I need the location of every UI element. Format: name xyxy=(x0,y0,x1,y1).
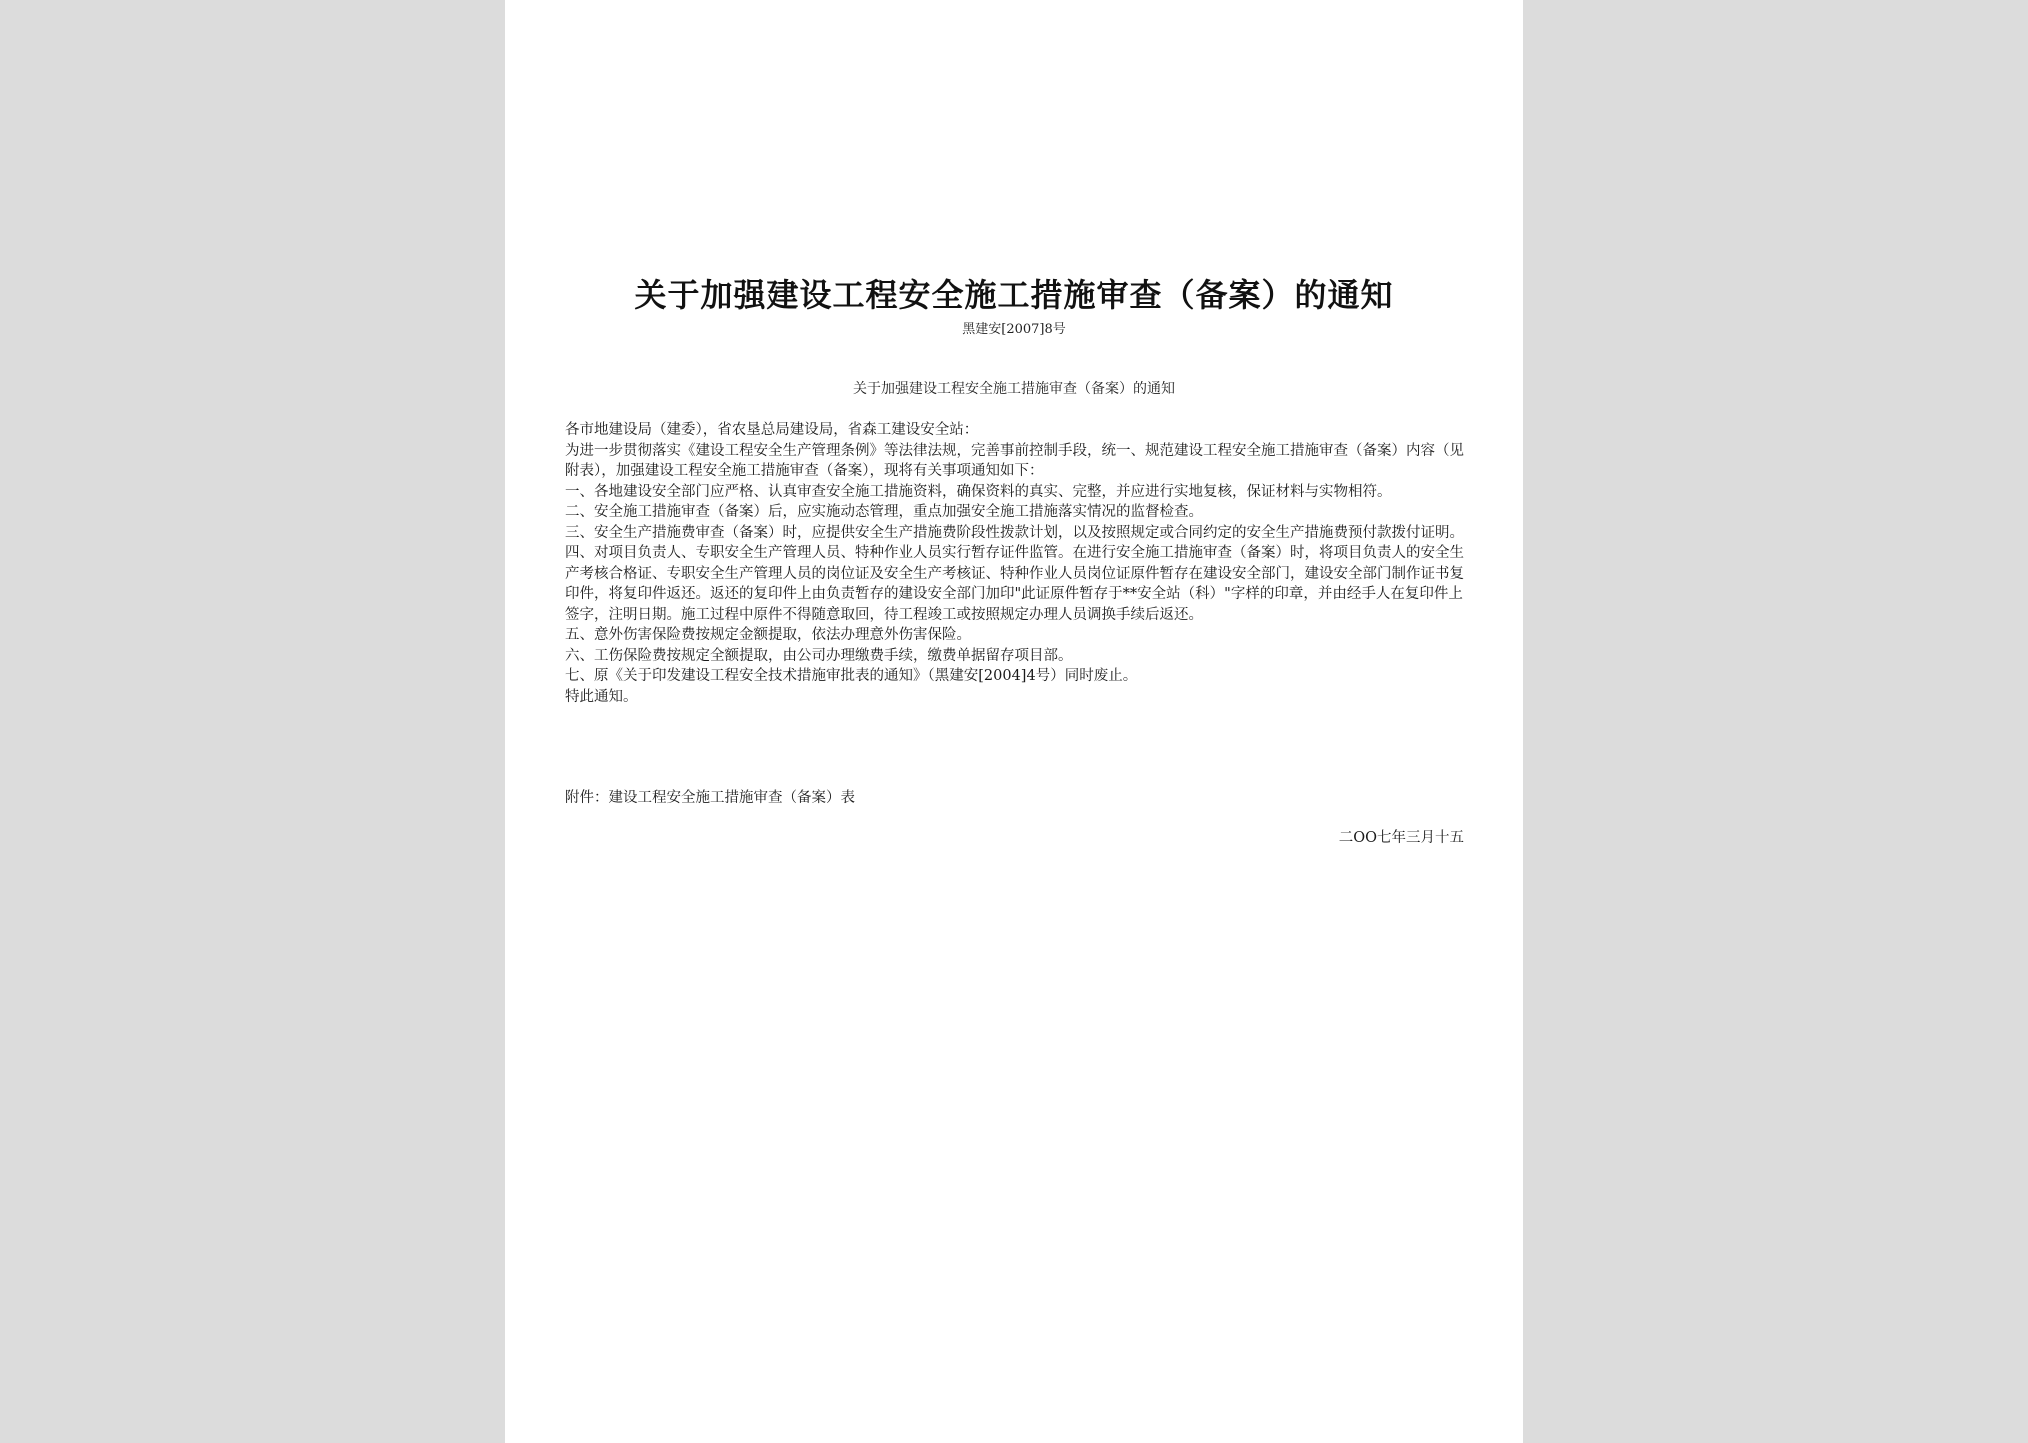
attachment-line: 附件：建设工程安全施工措施审查（备案）表 xyxy=(565,790,855,806)
item-paragraph-1: 一、各地建设安全部门应严格、认真审查安全施工措施资料，确保资料的真实、完整，并应进行实地复核，保证材料与实物相符。 xyxy=(565,483,1392,500)
document-subtitle: 关于加强建设工程安全施工措施审查（备案）的通知 xyxy=(853,381,1175,397)
document-date: 二OO七年三月十五 xyxy=(1338,830,1464,846)
item-paragraph-6: 六、工伤保险费按规定全额提取，由公司办理缴费手续，缴费单据留存项目部。 xyxy=(565,647,1073,664)
document-number: 黑建安[2007]8号 xyxy=(962,322,1066,337)
item-paragraph-5: 五、意外伤害保险费按规定金额提取，依法办理意外伤害保险。 xyxy=(565,627,971,643)
intro-paragraph: 为进一步贯彻落实《建设工程安全生产管理条例》等法律法规，完善事前控制手段，统一、规范建设工程安全施工措施审查（备案）内容（见附表），加强建设工程安全施工措施审查（备案），现将有关事项通知如下： xyxy=(565,442,1464,479)
closing-paragraph: 特此通知。 xyxy=(565,688,638,705)
document-body xyxy=(565,420,1465,707)
salutation-paragraph: 各市地建设局（建委），省农垦总局建设局，省森工建设安全站： xyxy=(565,422,979,438)
document-title: 关于加强建设工程安全施工措施审查（备案）的通知 xyxy=(634,276,1394,314)
item-paragraph-7: 七、原《关于印发建设工程安全技术措施审批表的通知》（黑建安[2004]4号）同时废止。 xyxy=(565,668,1138,684)
item-paragraph-3: 三、安全生产措施费审查（备案）时，应提供安全生产措施费阶段性拨款计划，以及按照规定或合同约定的安全生产措施费预付款拨付证明。 xyxy=(565,524,1464,541)
item-paragraph-2: 二、安全施工措施审查（备案）后，应实施动态管理，重点加强安全施工措施落实情况的监督检查。 xyxy=(565,504,1203,520)
item-paragraph-4: 四、对项目负责人、专职安全生产管理人员、特种作业人员实行暂存证件监管。在进行安全施工措施审查（备案）时，将项目负责人的安全生产考核合格证、专职安全生产管理人员的岗位证及安全生产考核证、特种作业人员岗位证原件暂存在建设安全部门，建设安全部门制作证书复印件，将复印件返还。返还的复印件上由负责暂存的建设安全部门加印"此证原件暂存于**安全站（科）"字样的印章，并由经手人在复印件上签字，注明日期。施工过程中原件不得随意取回，待工程竣工或按照规定办理人员调换手续后返还。 xyxy=(565,545,1464,623)
document-page xyxy=(505,0,1523,1443)
